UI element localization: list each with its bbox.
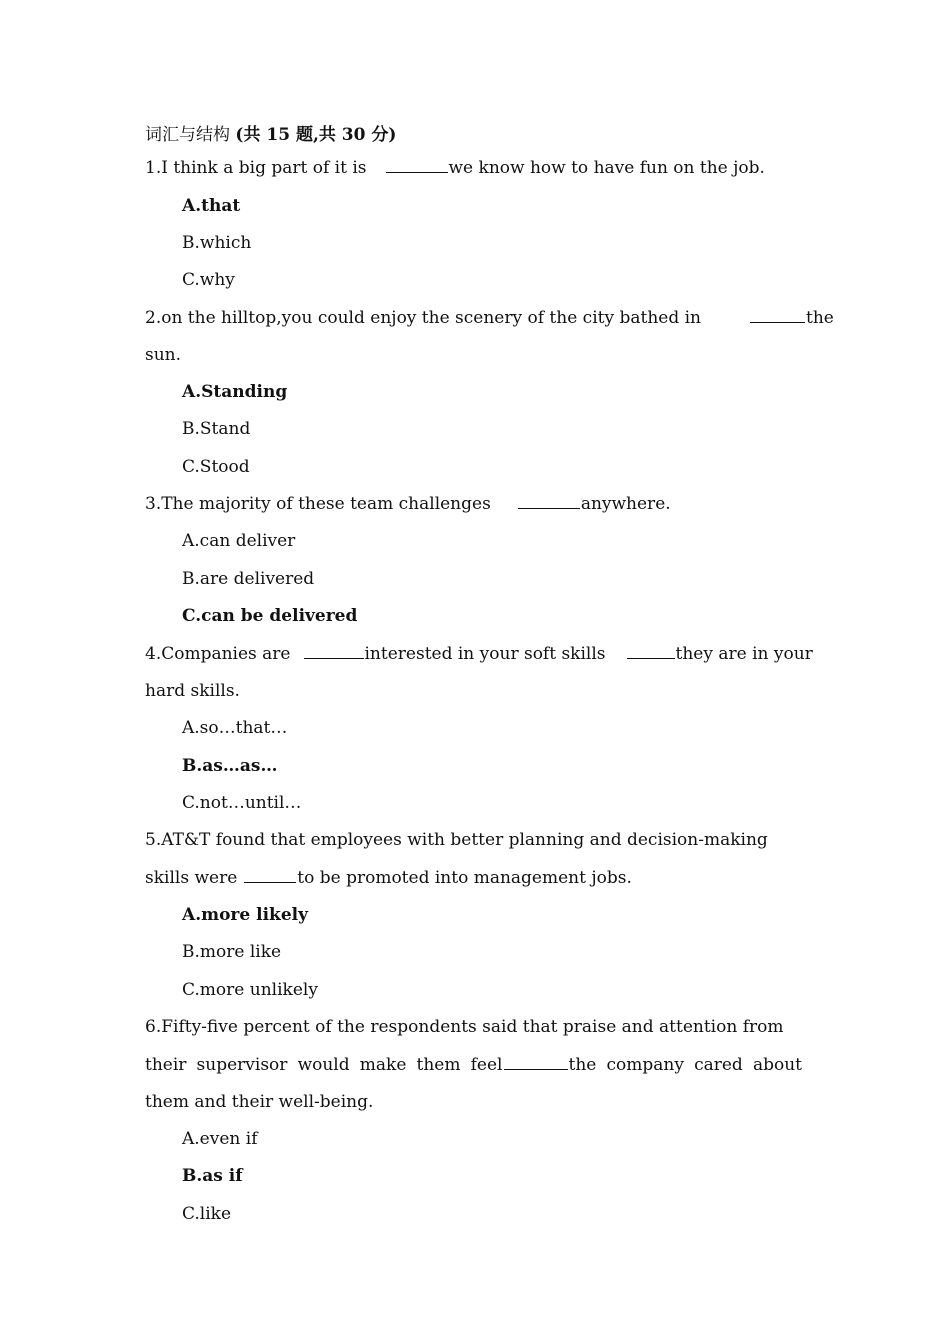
question-6-blank-group — [471, 1053, 597, 1077]
question-5-line-1: 5.AT&T found that employees with better planning and decision-making — [145, 830, 768, 850]
question-3-option-c[interactable]: C.can be delivered — [182, 606, 358, 626]
question-6-word: cared — [694, 1055, 743, 1075]
question-4-text-post: they are in your — [675, 644, 813, 664]
question-4 — [145, 642, 813, 666]
question-2 — [145, 306, 834, 330]
question-5-option-a[interactable]: A.more likely — [182, 905, 308, 925]
question-1-option-a[interactable]: A.that — [182, 196, 241, 216]
question-6-option-b[interactable]: B.as if — [182, 1166, 243, 1186]
question-5-text-post: to be promoted into management jobs. — [297, 868, 632, 888]
question-4-line-2: hard skills. — [145, 681, 240, 701]
question-6-word: the — [568, 1055, 597, 1075]
question-6-blank — [504, 1053, 568, 1070]
question-2-line-2: sun. — [145, 345, 182, 365]
question-1-text-post: we know how to have fun on the job. — [448, 158, 765, 178]
question-3-option-b[interactable]: B.are delivered — [182, 569, 315, 589]
question-6-word: them — [416, 1055, 461, 1075]
question-5-text-pre: skills were — [145, 868, 238, 888]
question-6-line-1: 6.Fifty-five percent of the respondents said that praise and attention from — [145, 1017, 784, 1037]
question-4-option-b[interactable]: B.as…as… — [182, 756, 278, 776]
question-5-blank — [244, 866, 296, 883]
question-2-blank — [750, 306, 805, 323]
question-4-blank-2 — [627, 642, 675, 659]
question-2-option-b[interactable]: B.Stand — [182, 419, 251, 439]
question-2-text-post: the — [806, 308, 834, 328]
question-4-option-c[interactable]: C.not…until… — [182, 793, 302, 813]
question-6-word: make — [359, 1055, 407, 1075]
section-title-detail: (共 15 题,共 30 分) — [235, 125, 397, 145]
question-6-option-c[interactable]: C.like — [182, 1204, 232, 1224]
question-5-option-b[interactable]: B.more like — [182, 942, 282, 962]
question-1-option-c[interactable]: C.why — [182, 270, 235, 290]
question-6-line-2 — [145, 1053, 802, 1077]
question-2-option-c[interactable]: C.Stood — [182, 457, 250, 477]
question-4-option-a[interactable]: A.so…that… — [182, 718, 288, 738]
question-6-line-3: them and their well-being. — [145, 1092, 374, 1112]
question-6-word: about — [752, 1055, 802, 1075]
question-2-option-a[interactable]: A.Standing — [182, 382, 288, 402]
question-1-option-b[interactable]: B.which — [182, 233, 252, 253]
question-3-blank — [518, 492, 580, 509]
question-6-word: company — [606, 1055, 684, 1075]
question-1-blank — [386, 156, 448, 173]
question-5-option-c[interactable]: C.more unlikely — [182, 980, 318, 1000]
question-3-option-a[interactable]: A.can deliver — [182, 531, 296, 551]
question-1 — [145, 156, 765, 180]
section-title-prefix: 词汇与结构 — [145, 125, 230, 145]
question-1-text-pre: 1.I think a big part of it is — [145, 158, 367, 178]
question-2-text-pre: 2.on the hilltop,you could enjoy the scenery of the city bathed in — [145, 308, 702, 328]
question-6-option-a[interactable]: A.even if — [182, 1129, 258, 1149]
question-6-word: supervisor — [196, 1055, 288, 1075]
question-3-text-pre: 3.The majority of these team challenges — [145, 494, 491, 514]
question-6-word: feel — [470, 1055, 503, 1075]
section-title — [145, 120, 396, 145]
question-4-text-mid: interested in your soft skills — [364, 644, 606, 664]
question-6-word: would — [297, 1055, 350, 1075]
question-3 — [145, 492, 671, 516]
question-4-blank-1 — [304, 642, 364, 659]
question-3-text-post: anywhere. — [580, 494, 671, 514]
question-5 — [145, 866, 632, 890]
question-4-text-pre: 4.Companies are — [145, 644, 291, 664]
question-6-word: their — [145, 1055, 187, 1075]
